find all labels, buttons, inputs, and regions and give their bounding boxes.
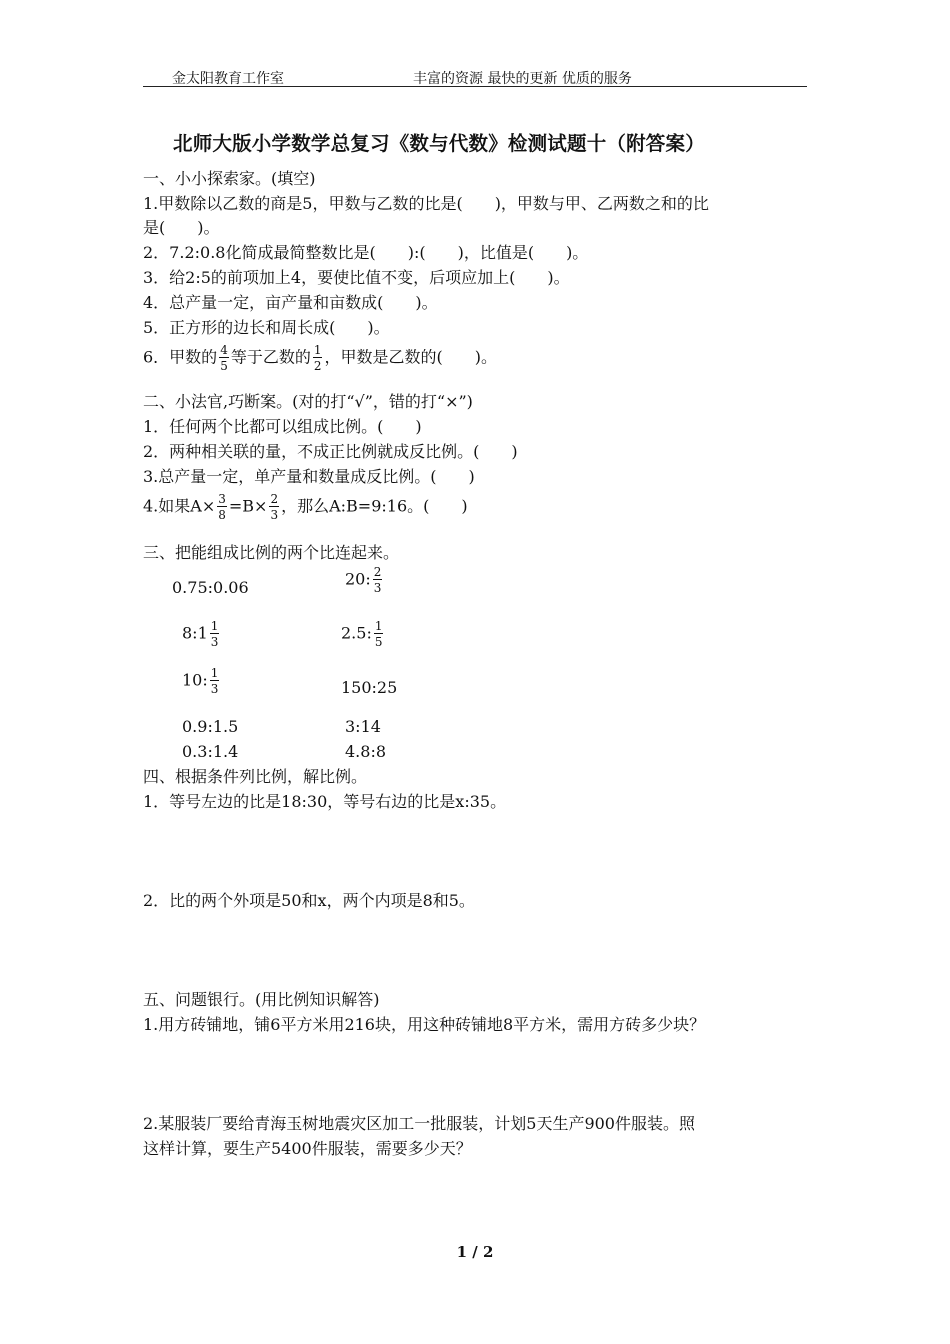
section5-q2-line1: 2.某服装厂要给青海玉树地震灾区加工一批服装，计划5天生产900件服装。照	[143, 1114, 695, 1133]
section1-q1-line1: 1.甲数除以乙数的商是5，甲数与乙数的比是( )，甲数与甲、乙两数之和的比	[143, 194, 709, 213]
fraction-numerator: 1	[313, 343, 322, 357]
fraction-numerator: 2	[373, 565, 382, 579]
fraction-numerator: 3	[218, 492, 226, 506]
ratio-left-4[interactable]: 0.9:1.5	[182, 717, 239, 736]
ratio-right-4[interactable]: 3:14	[345, 717, 381, 736]
ratio-left-2[interactable]	[182, 620, 221, 648]
ratio-right-1[interactable]	[345, 566, 384, 594]
fraction	[313, 344, 323, 372]
fraction-numerator: 1	[210, 666, 219, 680]
section5-q1: 1.用方砖铺地，铺6平方米用216块，用这种砖铺地8平方米，需用方砖多少块？	[143, 1015, 706, 1034]
fraction	[210, 667, 220, 695]
fraction	[374, 620, 384, 648]
fraction-numerator: 4	[220, 343, 228, 357]
fraction-numerator: 1	[374, 619, 383, 633]
ratio-whole: 20:	[345, 569, 371, 589]
q4-text-b: =B×	[228, 496, 268, 516]
ratio-whole: 2.5:	[341, 623, 372, 643]
fraction	[269, 493, 279, 521]
section2-q3: 3.总产量一定，单产量和数量成反比例。( )	[143, 467, 475, 486]
section1-heading: 一、小小探索家。(填空)	[143, 169, 316, 188]
fraction-numerator: 1	[210, 619, 219, 633]
fraction	[373, 566, 383, 594]
document-title: 北师大版小学数学总复习《数与代数》检测试题十（附答案）	[173, 132, 705, 155]
section2-heading: 二、小法官,巧断案。(对的打“√”，错的打“×”)	[143, 392, 473, 411]
page-number: 1 / 2	[456, 1243, 494, 1261]
q4-text-a: 4.如果A×	[143, 496, 216, 516]
section2-q2: 2．两种相关联的量，不成正比例就成反比例。( )	[143, 442, 518, 461]
section1-q4: 4．总产量一定，亩产量和亩数成( )。	[143, 293, 438, 312]
fraction-denominator: 3	[210, 635, 219, 649]
ratio-whole: 8:1	[182, 623, 208, 643]
fraction-denominator: 8	[218, 508, 226, 522]
section5-q2-line2: 这样计算，要生产5400件服装，需要多少天？	[143, 1139, 472, 1158]
section1-q6	[143, 344, 497, 372]
section1-q1-line2: 是( )。	[143, 218, 220, 237]
q4-text-c: ，那么A:B=9:16。( )	[281, 496, 468, 516]
fraction	[210, 620, 220, 648]
ratio-left-3[interactable]	[182, 667, 221, 695]
fraction	[217, 493, 227, 521]
fraction-denominator: 3	[270, 508, 279, 522]
section1-q3: 3．给2:5的前项加上4，要使比值不变，后项应加上( )。	[143, 268, 570, 287]
section4-q1: 1．等号左边的比是18:30，等号右边的比是x:35。	[143, 792, 507, 811]
fraction	[219, 344, 229, 372]
section5-heading: 五、问题银行。(用比例知识解答)	[143, 990, 380, 1009]
ratio-right-3[interactable]: 150:25	[341, 678, 398, 697]
header-right: 丰富的资源 最快的更新 优质的服务	[413, 71, 632, 87]
q6-text-a: 6．甲数的	[143, 347, 218, 367]
q6-text-b: 等于乙数的	[230, 347, 311, 367]
ratio-whole: 10:	[182, 670, 208, 690]
ratio-left-1[interactable]: 0.75:0.06	[172, 578, 249, 597]
section4-heading: 四、根据条件列比例，解比例。	[143, 767, 368, 786]
header-rule	[143, 86, 807, 87]
section4-q2: 2．比的两个外项是50和x，两个内项是8和5。	[143, 891, 475, 910]
section2-q4	[143, 493, 468, 521]
ratio-right-2[interactable]	[341, 620, 385, 648]
section2-q1: 1．任何两个比都可以组成比例。( )	[143, 417, 422, 436]
section1-q5: 5．正方形的边长和周长成( )。	[143, 318, 390, 337]
fraction-denominator: 5	[220, 359, 228, 373]
fraction-denominator: 2	[313, 359, 322, 373]
fraction-denominator: 3	[373, 581, 382, 595]
fraction-denominator: 3	[210, 682, 219, 696]
fraction-denominator: 5	[374, 635, 383, 649]
section1-q2: 2．7.2:0.8化简成最简整数比是( ):( )，比值是( )。	[143, 243, 589, 262]
section3-heading: 三、把能组成比例的两个比连起来。	[143, 543, 400, 562]
ratio-right-5[interactable]: 4.8:8	[345, 742, 387, 761]
header-left: 金太阳教育工作室	[172, 71, 284, 87]
ratio-left-5[interactable]: 0.3:1.4	[182, 742, 239, 761]
q6-text-c: ，甲数是乙数的( )。	[324, 347, 497, 367]
fraction-numerator: 2	[270, 492, 279, 506]
